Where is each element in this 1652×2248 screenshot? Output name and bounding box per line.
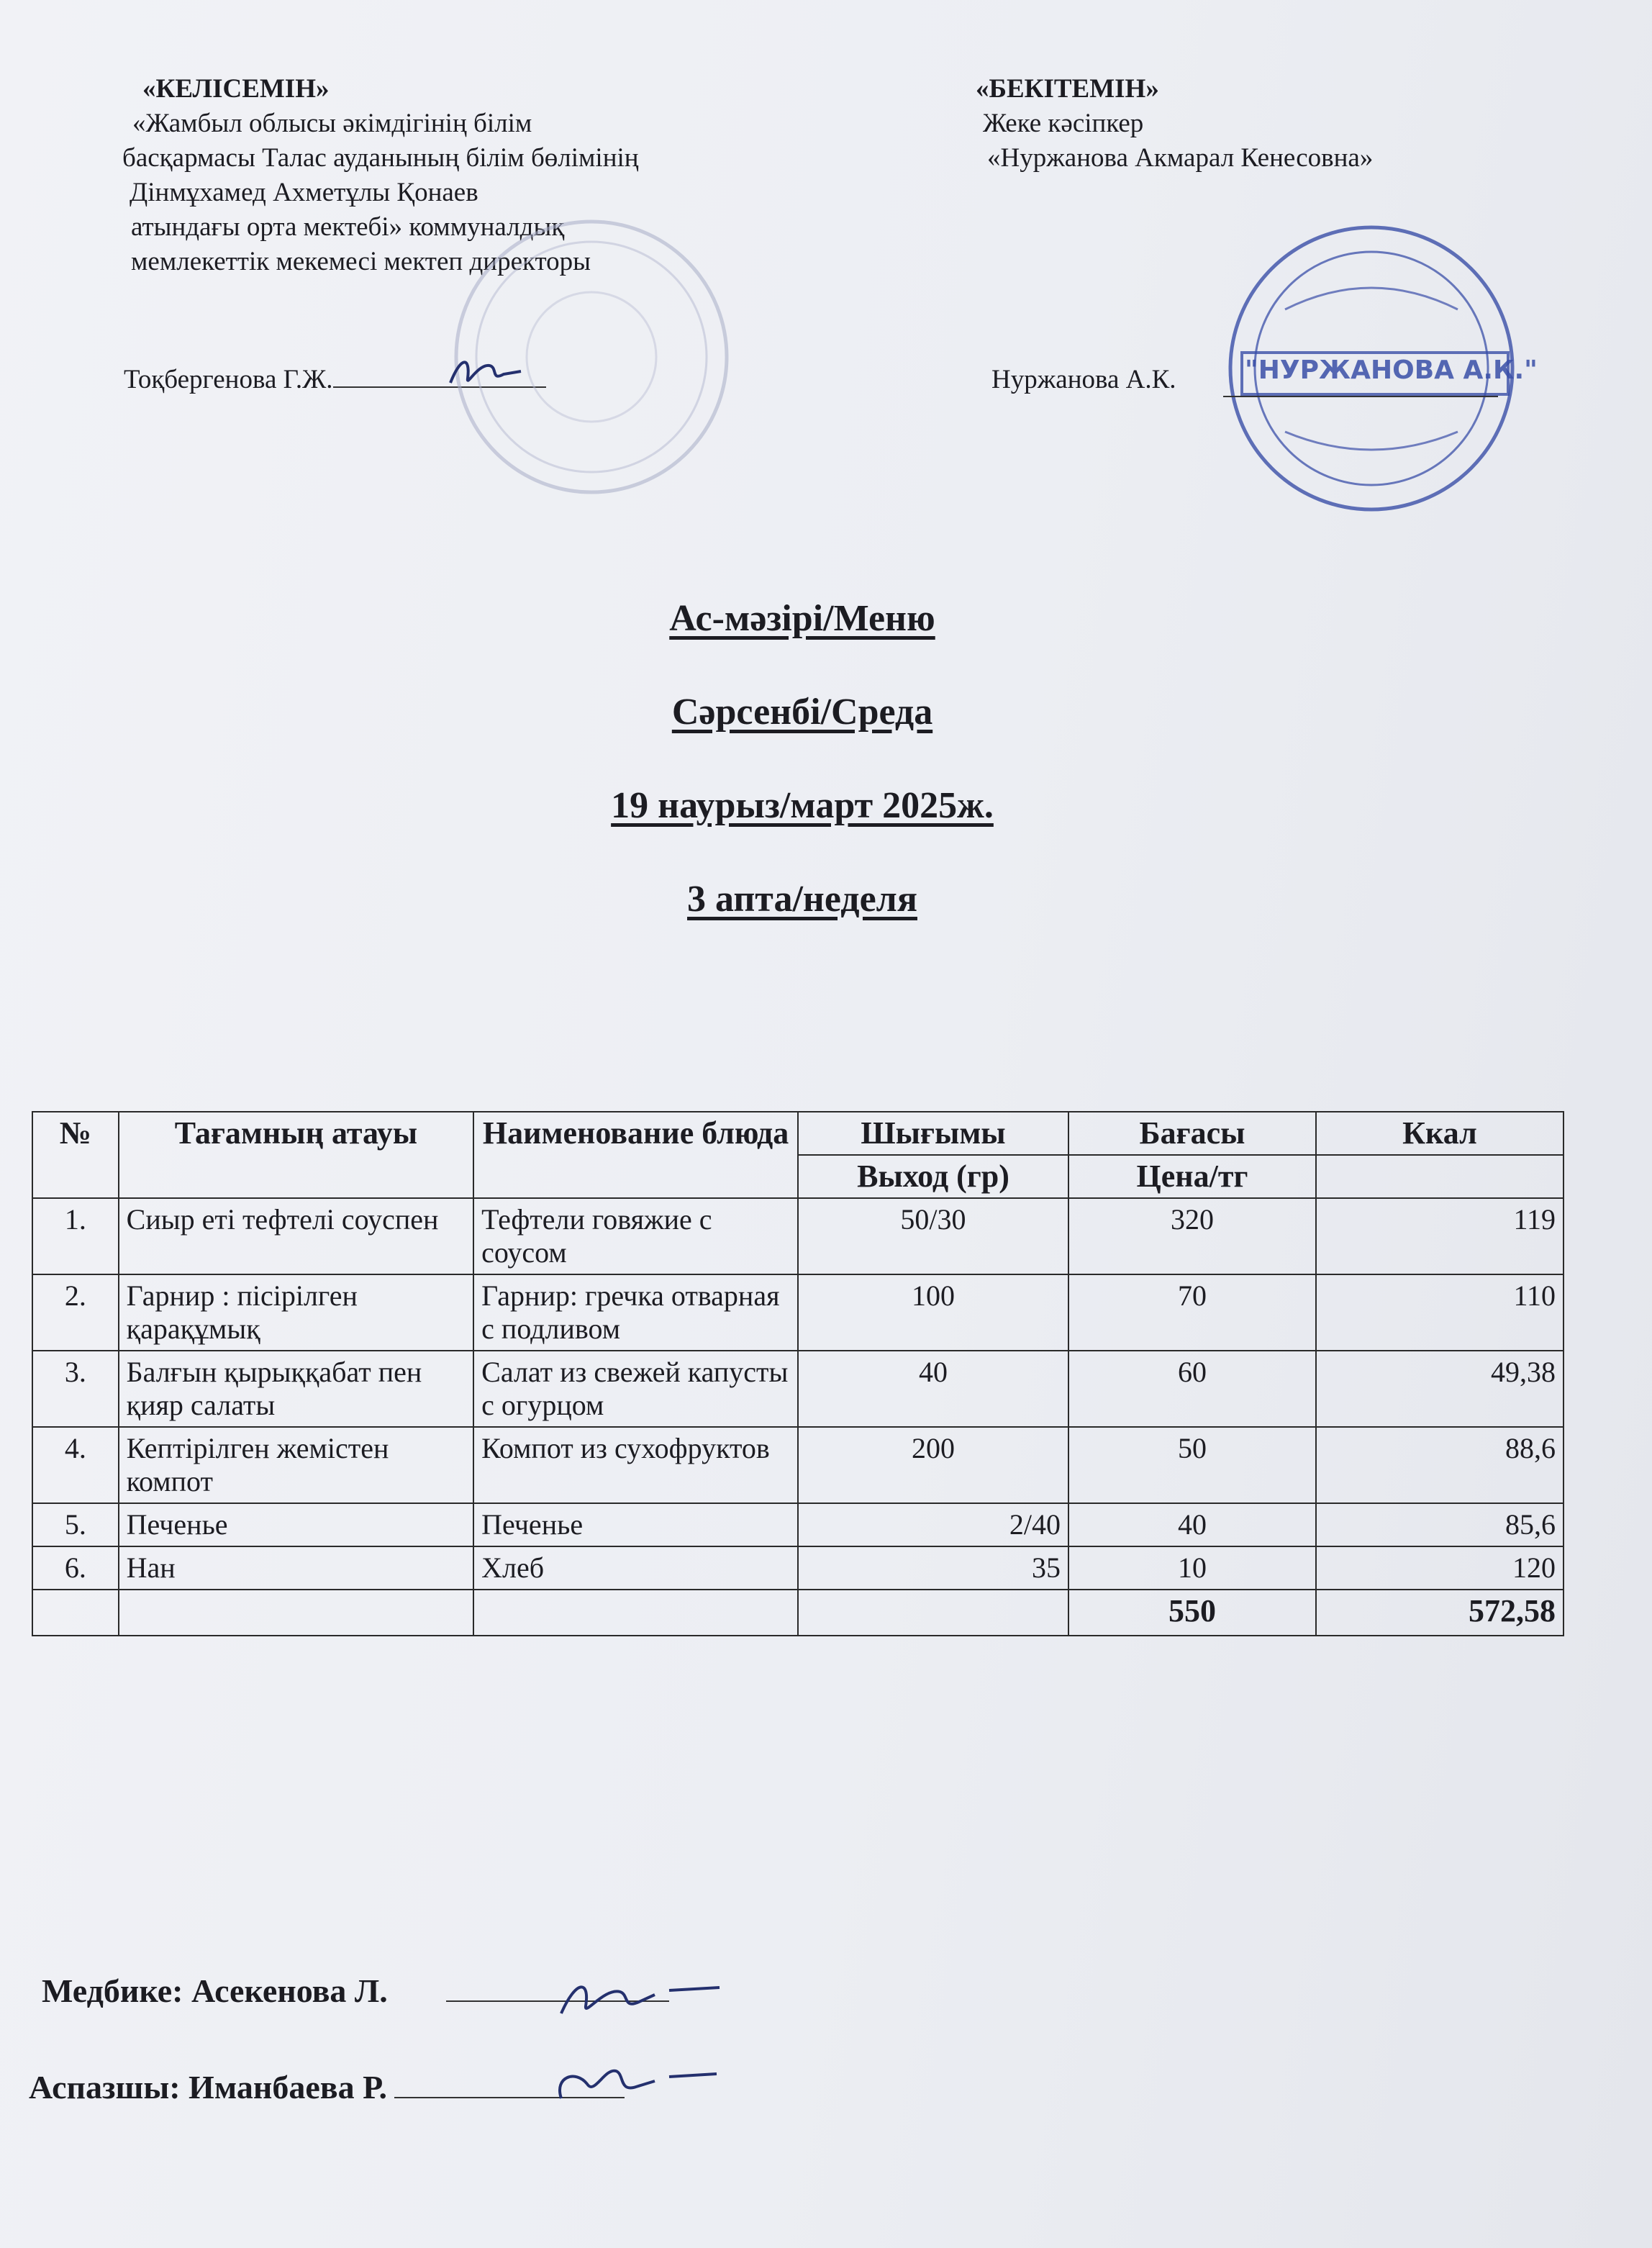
total-empty xyxy=(32,1590,119,1636)
row-kcal: 110 xyxy=(1316,1274,1564,1351)
signature-scribble xyxy=(547,2055,720,2113)
row-price: 10 xyxy=(1068,1546,1316,1590)
row-price: 320 xyxy=(1068,1198,1316,1274)
approval-right-heading: «БЕКІТЕМІН» xyxy=(976,74,1159,104)
cook-label: Аспазшы: Иманбаева Р. xyxy=(29,2069,387,2106)
approval-left-signatory: Тоқбергенова Г.Ж. xyxy=(124,365,333,394)
menu-title: Ас-мәзірі/Меню xyxy=(669,598,935,639)
row-name-kz: Гарнир : пісірілген қарақұмық xyxy=(119,1274,474,1351)
approval-left-line: басқармасы Талас ауданының білім бөлімінің xyxy=(122,143,639,173)
table-total-row xyxy=(32,1590,1564,1636)
stamp-text: "НУРЖАНОВА А.К." xyxy=(1245,355,1538,385)
row-price: 50 xyxy=(1068,1427,1316,1503)
table-header-row xyxy=(32,1112,1564,1155)
header-num: № xyxy=(32,1112,119,1198)
row-kcal: 88,6 xyxy=(1316,1427,1564,1503)
table-row xyxy=(32,1198,1564,1274)
row-name-ru: Печенье xyxy=(473,1503,798,1546)
week-title: 3 апта/неделя xyxy=(687,879,917,920)
row-name-kz: Балғын қырыққабат пен қияр салаты xyxy=(119,1351,474,1427)
header-kz: Тағамның атауы xyxy=(119,1112,474,1198)
header-output-ru: Выход (гр) xyxy=(798,1155,1068,1198)
row-output: 100 xyxy=(798,1274,1068,1351)
cook-signature xyxy=(29,2068,625,2106)
row-name-ru: Салат из свежей капусты с огурцом xyxy=(473,1351,798,1427)
row-output: 200 xyxy=(798,1427,1068,1503)
row-kcal: 49,38 xyxy=(1316,1351,1564,1427)
table-row xyxy=(32,1274,1564,1351)
signature-scribble xyxy=(446,350,525,393)
total-empty xyxy=(119,1590,474,1636)
total-kcal: 572,58 xyxy=(1316,1590,1564,1636)
document-titles xyxy=(0,590,1605,964)
date-title: 19 наурыз/март 2025ж. xyxy=(611,785,994,826)
table-row xyxy=(32,1546,1564,1590)
approval-left-line: атындағы орта мектебі» коммуналдық xyxy=(131,212,565,242)
approval-right-line: Жеке кәсіпкер xyxy=(983,109,1144,138)
signature-underline xyxy=(1223,396,1498,397)
row-kcal: 119 xyxy=(1316,1198,1564,1274)
total-empty xyxy=(798,1590,1068,1636)
signature-scribble xyxy=(554,1973,727,2023)
row-price: 70 xyxy=(1068,1274,1316,1351)
row-num: 5. xyxy=(32,1503,119,1546)
table-row xyxy=(32,1351,1564,1427)
row-price: 40 xyxy=(1068,1503,1316,1546)
approval-left-line: мемлекеттік мекемесі мектеп директоры xyxy=(131,247,591,276)
row-name-kz: Нан xyxy=(119,1546,474,1590)
row-price: 60 xyxy=(1068,1351,1316,1427)
total-price: 550 xyxy=(1068,1590,1316,1636)
row-output: 40 xyxy=(798,1351,1068,1427)
row-kcal: 120 xyxy=(1316,1546,1564,1590)
row-num: 4. xyxy=(32,1427,119,1503)
row-num: 6. xyxy=(32,1546,119,1590)
header-output-kz: Шығымы xyxy=(798,1112,1068,1155)
row-name-ru: Тефтели говяжие с соусом xyxy=(473,1198,798,1274)
approval-left-line: Дінмұхамед Ахметұлы Қонаев xyxy=(130,178,478,207)
row-num: 3. xyxy=(32,1351,119,1427)
row-num: 2. xyxy=(32,1274,119,1351)
header-ru: Наименование блюда xyxy=(473,1112,798,1198)
total-empty xyxy=(473,1590,798,1636)
day-title: Сәрсенбі/Среда xyxy=(671,692,933,733)
row-name-kz: Кептірілген жемістен компот xyxy=(119,1427,474,1503)
approval-right-line: «Нуржанова Акмарал Кенесовна» xyxy=(987,143,1374,173)
row-name-ru: Компот из сухофруктов xyxy=(473,1427,798,1503)
header-price-kz: Бағасы xyxy=(1068,1112,1316,1155)
row-output: 35 xyxy=(798,1546,1068,1590)
table-row xyxy=(32,1427,1564,1503)
row-kcal: 85,6 xyxy=(1316,1503,1564,1546)
approval-left-line: «Жамбыл облысы әкімдігінің білім xyxy=(132,109,532,138)
header-price-ru: Цена/тг xyxy=(1068,1155,1316,1198)
approval-right xyxy=(976,72,1537,176)
header-kcal: Ккал xyxy=(1316,1112,1564,1155)
row-name-ru: Хлеб xyxy=(473,1546,798,1590)
row-name-ru: Гарнир: гречка отварная с подливом xyxy=(473,1274,798,1351)
table-row xyxy=(32,1503,1564,1546)
nurse-label: Медбике: Асекенова Л. xyxy=(42,1972,388,2009)
header-empty xyxy=(1316,1155,1564,1198)
row-output: 50/30 xyxy=(798,1198,1068,1274)
row-name-kz: Сиыр еті тефтелі соуспен xyxy=(119,1198,474,1274)
row-name-kz: Печенье xyxy=(119,1503,474,1546)
menu-table xyxy=(32,1111,1564,1636)
row-num: 1. xyxy=(32,1198,119,1274)
row-output: 2/40 xyxy=(798,1503,1068,1546)
approval-left-heading: «КЕЛІСЕМІН» xyxy=(142,74,330,104)
approval-right-signatory: Нуржанова А.К. xyxy=(991,365,1176,394)
